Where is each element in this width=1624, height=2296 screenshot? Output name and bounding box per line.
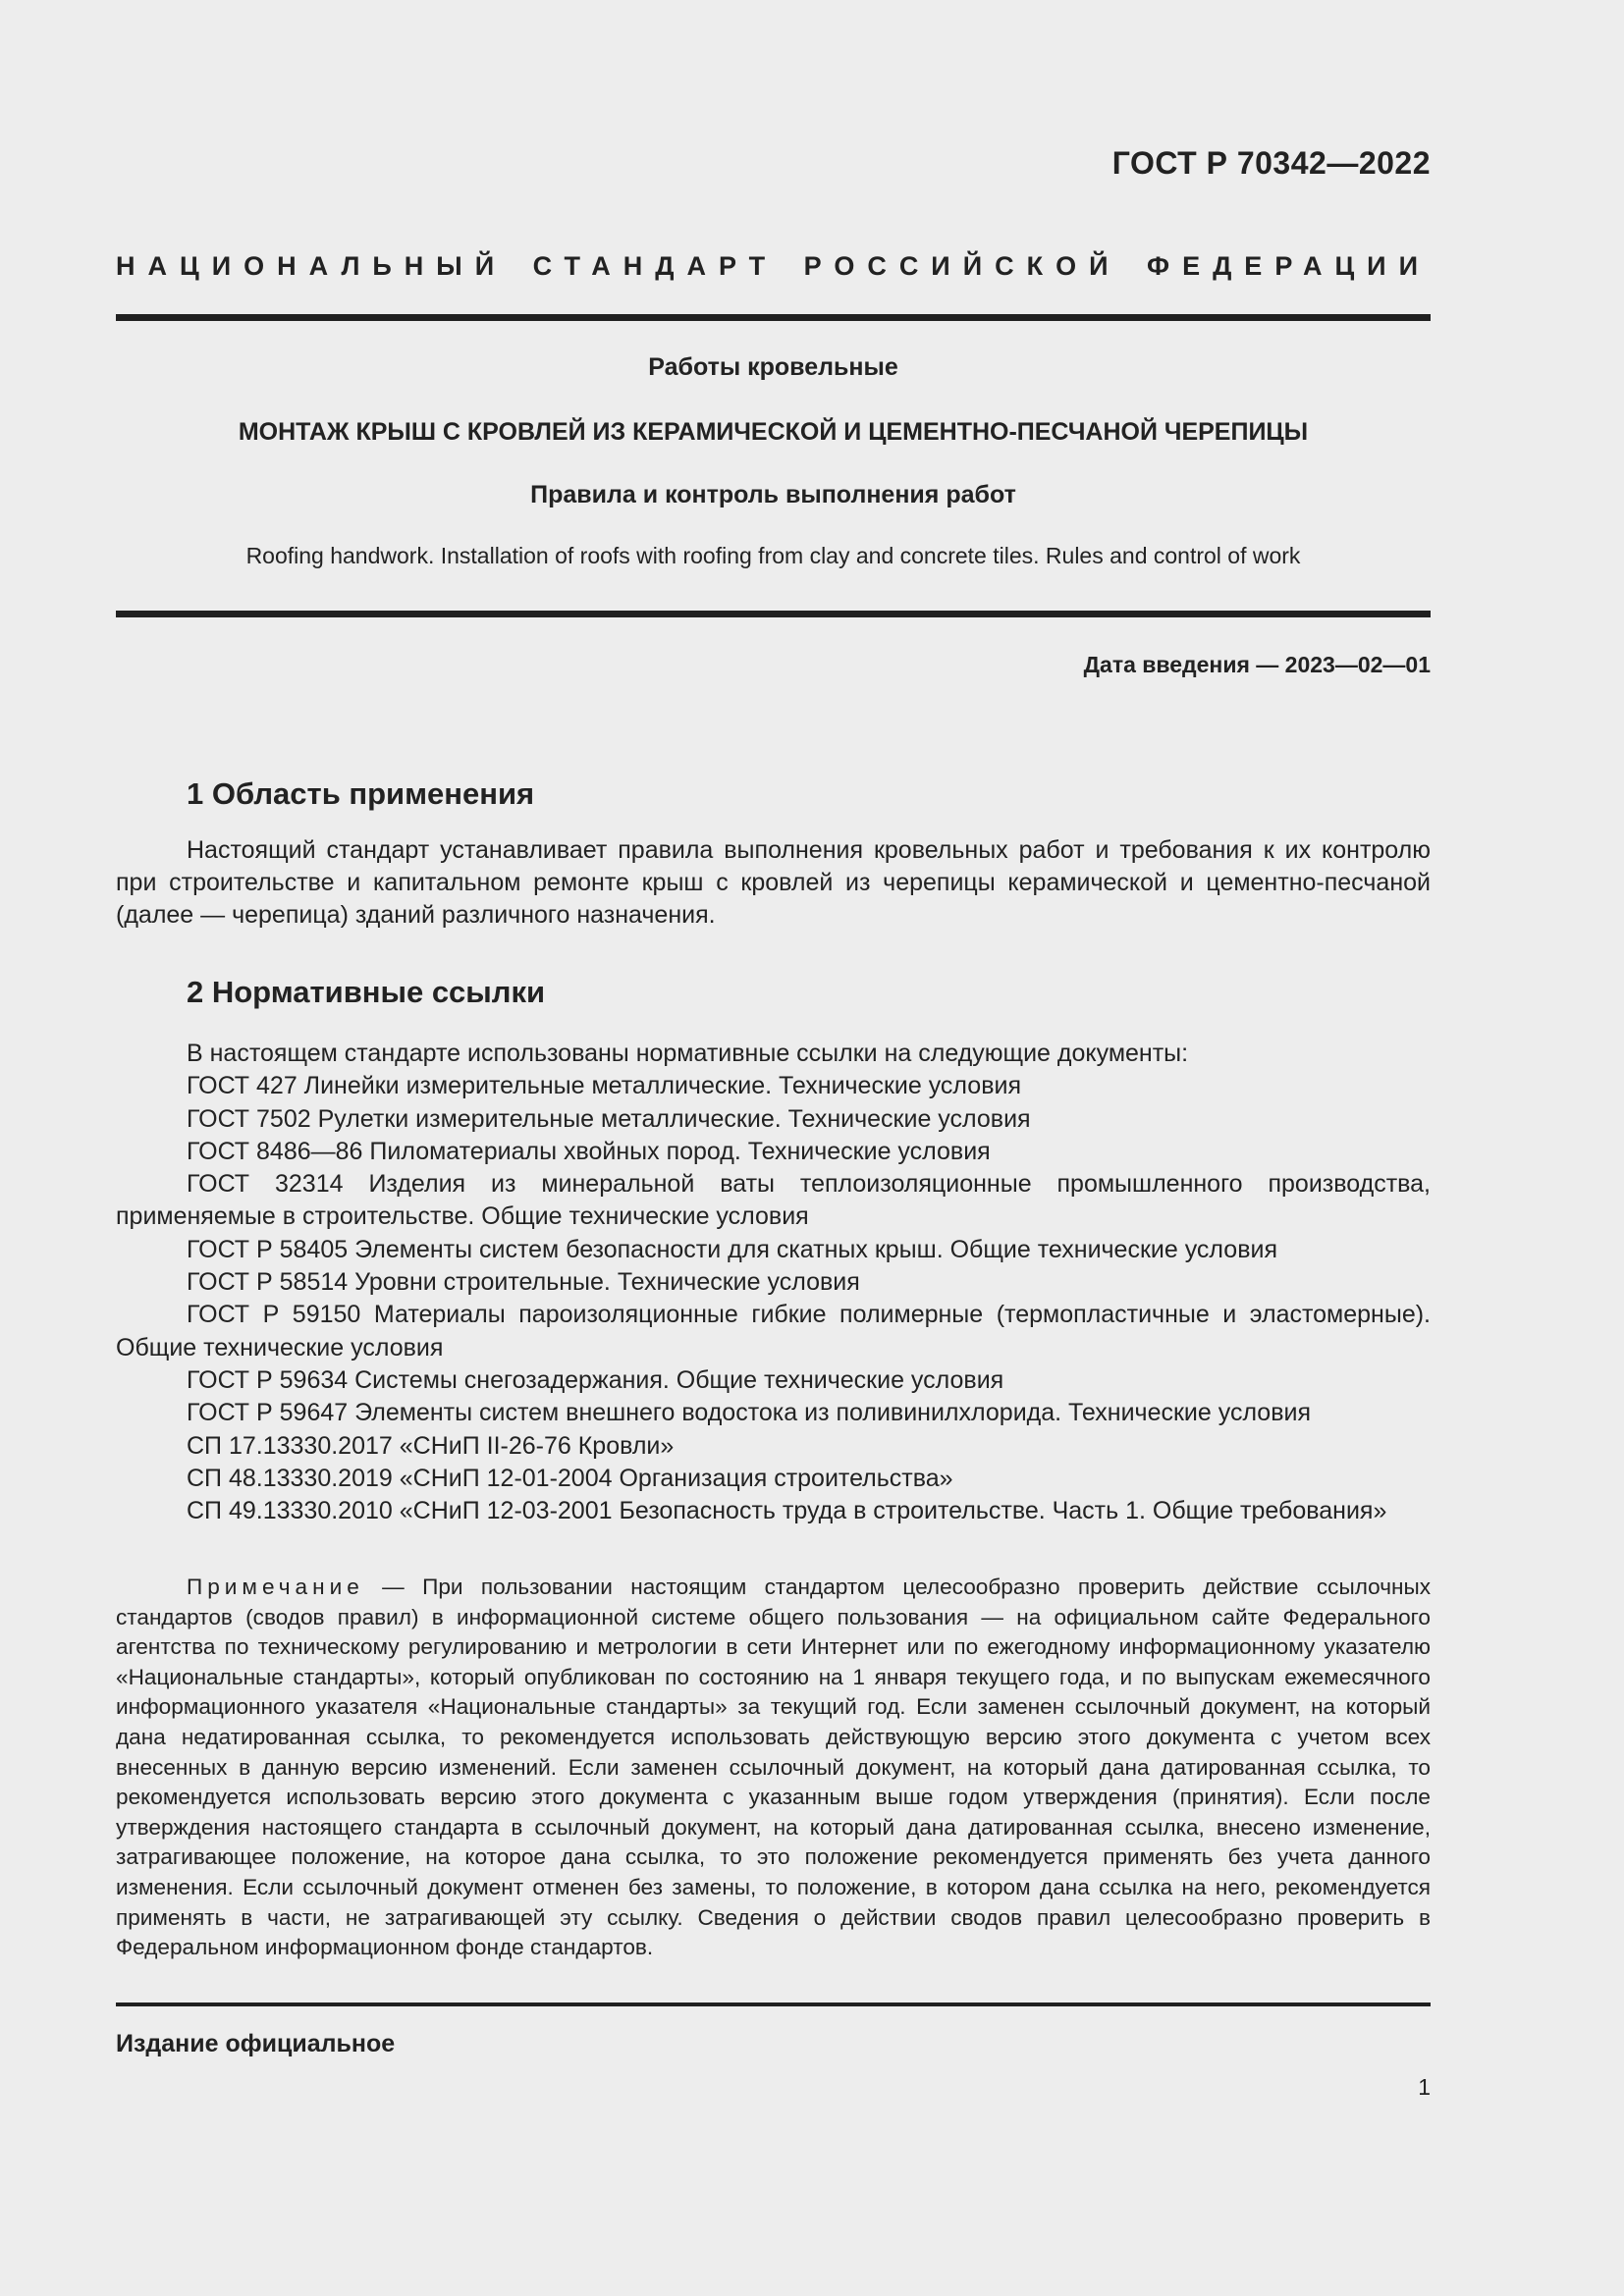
reference-item: СП 48.13330.2019 «СНиП 12-01-2004 Организация строительства» (187, 1464, 953, 1492)
official-edition-label: Издание официальное (116, 2030, 396, 2057)
title-category: Работы кровельные (648, 353, 898, 381)
reference-item: ГОСТ Р 58514 Уровни строительные. Технические условия (187, 1268, 860, 1297)
page-number: 1 (1418, 2074, 1431, 2100)
document-page (116, 0, 1431, 2296)
note-lead: Примечание (187, 1575, 364, 1599)
reference-item: ГОСТ Р 59647 Элементы систем внешнего водостока из поливинилхлорида. Технические условия (187, 1399, 1311, 1427)
section-1-text: Настоящий стандарт устанавливает правила выполнения кровельных работ и требования к их контролю при строительстве и капитальном ремонте крыш с кровлей из черепицы керамической и цементно-песчаной (далее — черепица) зданий различного назначения. (116, 836, 1431, 929)
reference-item: ГОСТ Р 59150 Материалы пароизоляционные гибкие полимерные (термопластичные и эластомерные). Общие технические условия (116, 1301, 1431, 1362)
header-rule (116, 314, 1431, 321)
reference-item: ГОСТ Р 59634 Системы снегозадержания. Общие технические условия (187, 1365, 1004, 1394)
footer-rule (116, 2002, 1431, 2006)
title-english: Roofing handwork. Installation of roofs with roofing from clay and concrete tiles. Rules and control of work (245, 543, 1301, 568)
document-code: ГОСТ Р 70342—2022 (1111, 145, 1431, 181)
reference-item: СП 17.13330.2017 «СНиП II-26-76 Кровли» (187, 1431, 675, 1460)
reference-item: ГОСТ 7502 Рулетки измерительные металлические. Технические условия (187, 1104, 1031, 1133)
note-text: — При пользовании настоящим стандартом целесообразно проверить действие ссылочных стандартов (сводов правил) в информационной системе общего пользования — на официальном сайте Федерального агентства по техническому регулированию и метрологии в сети Интернет или по ежегодному информационному указателю «Национальные стандарты», который опубликован по состоянию на 1 января текущего года, и по выпускам ежемесячного информационного указателя «Национальные стандарты» за текущий год. Если заменен ссылочный документ, на который дана недатированная ссылка, то рекомендуется использовать действующую версию этого документа с учетом всех внесенных в данную версию изменений. Если заменен ссылочный документ, на который дана датированная ссылка, то рекомендуется использовать версию этого документа с указанным выше годом утверждения (принятия). Если после утверждения настоящего стандарта в ссылочный документ, на который дана датированная ссылка, внесено изменение, затрагивающее положение, на которое дана ссылка, то это положение рекомендуется применять без учета данного изменения. Если ссылочный документ отменен без замены, то положение, в котором дана ссылка на него, рекомендуется применять в части, не затрагивающей эту ссылку. Сведения о действии сводов правил целесообразно проверить в Федеральном информационном фонде стандартов. (116, 1575, 1431, 1960)
normative-references-list (116, 1038, 1431, 1527)
section-2-heading: 2 Нормативные ссылки (187, 975, 546, 1009)
reference-item: ГОСТ Р 58405 Элементы систем безопасности для скатных крыш. Общие технические условия (187, 1235, 1277, 1263)
references-intro: В настоящем стандарте использованы нормативные ссылки на следующие документы: (187, 1040, 1189, 1067)
national-standard-banner: НАЦИОНАЛЬНЫЙ СТАНДАРТ РОССИЙСКОЙ ФЕДЕРАЦИИ (116, 251, 1431, 281)
reference-item: ГОСТ 8486—86 Пиломатериалы хвойных пород. Технические условия (187, 1137, 991, 1165)
references-note (116, 1573, 1431, 1963)
reference-item: ГОСТ 32314 Изделия из минеральной ваты теплоизоляционные промышленного производства, применяемые в строительстве. Общие технические условия (116, 1170, 1431, 1231)
section-1-heading: 1 Область применения (187, 776, 535, 811)
title-main: МОНТАЖ КРЫШ С КРОВЛЕЙ ИЗ КЕРАМИЧЕСКОЙ И ЦЕМЕНТНО-ПЕСЧАНОЙ ЧЕРЕПИЦЫ (238, 418, 1309, 446)
reference-item: ГОСТ 427 Линейки измерительные металлические. Технические условия (187, 1072, 1021, 1100)
introduction-date: Дата введения — 2023—02—01 (1083, 652, 1431, 677)
reference-item: СП 49.13330.2010 «СНиП 12-03-2001 Безопасность труда в строительстве. Часть 1. Общие требования» (187, 1497, 1387, 1525)
title-subtitle: Правила и контроль выполнения работ (530, 481, 1016, 508)
title-rule (116, 611, 1431, 617)
